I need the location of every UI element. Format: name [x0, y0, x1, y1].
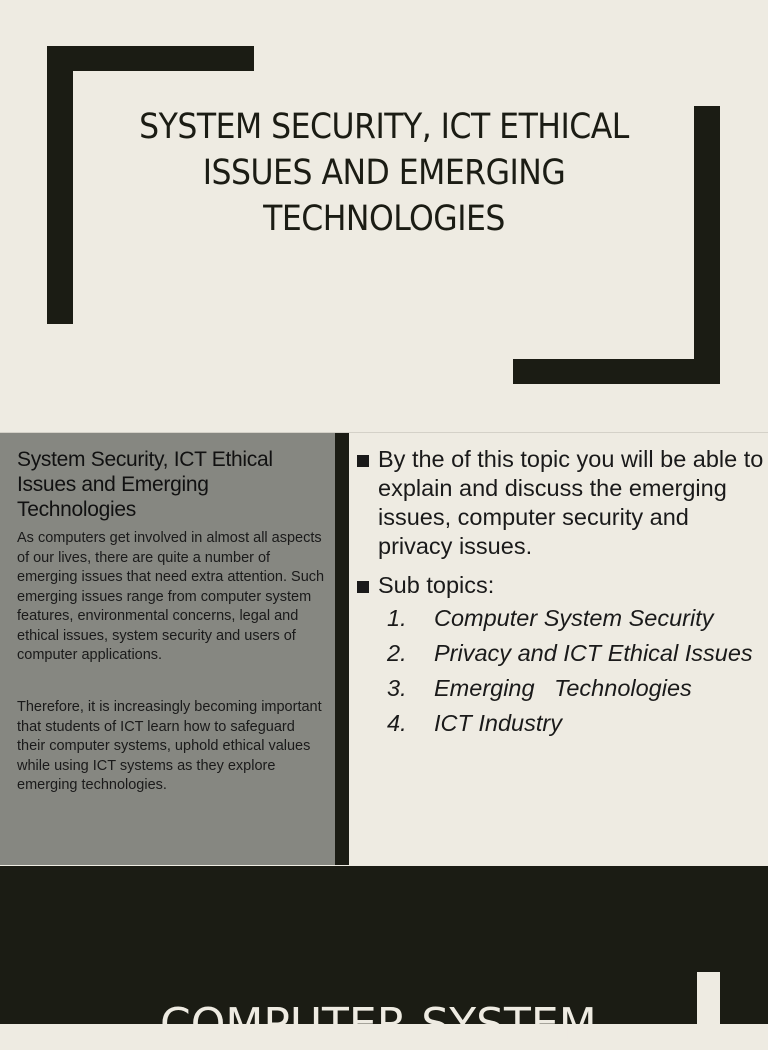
list-item-text: Privacy and ICT Ethical Issues: [434, 640, 753, 666]
list-item-number: 1.: [387, 605, 407, 631]
list-item: [354, 604, 764, 633]
list-item: [354, 709, 764, 738]
list-item: [354, 674, 764, 703]
frame-top-left-horizontal: [47, 46, 254, 71]
list-item-number: 4.: [387, 710, 407, 736]
square-bullet-icon: [357, 455, 369, 467]
bullet-subtopics: [354, 571, 764, 600]
frame-bottom-right-horizontal: [513, 359, 720, 384]
panel-divider-stripe: [335, 433, 349, 865]
bullet-subtopics-text: Sub topics:: [378, 572, 495, 598]
frame-vertical-bar: [697, 972, 720, 1032]
frame-top-left-vertical: [47, 46, 73, 324]
list-item-text: ICT Industry: [434, 710, 562, 736]
list-item-text: Emerging Technologies: [434, 675, 692, 701]
bullet-objective: [354, 445, 764, 561]
right-content: [354, 445, 764, 744]
title-slide: [0, 0, 768, 432]
slide-title: SYSTEM SECURITY, ICT ETHICAL ISSUES AND EMERGING TECHNOLOGIES: [139, 107, 629, 239]
list-item-text: Computer System Security: [434, 605, 714, 631]
left-panel-paragraph-2: Therefore, it is increasingly becoming important that students of ICT learn how to safeguard their computer systems, uphold ethical values while using ICT systems as they explore emerging technologies.: [17, 699, 322, 793]
left-panel-title: System Security, ICT Ethical Issues and Emerging Technologies: [17, 448, 273, 521]
list-item-number: 2.: [387, 640, 407, 666]
frame-bottom-right-vertical: [694, 106, 720, 384]
list-item-number: 3.: [387, 675, 407, 701]
subtopic-list: [354, 604, 764, 738]
bullet-objective-text: By the of this topic you will be able to explain and discuss the emerging issues, computer security and privacy issues.: [378, 446, 764, 559]
list-item: [354, 639, 764, 668]
section-title: COMPUTER SYSTEM: [160, 999, 597, 1050]
left-panel: [0, 433, 335, 865]
overview-slide: [0, 433, 768, 865]
section-slide: [0, 866, 768, 1050]
left-panel-paragraph-1: As computers get involved in almost all aspects of our lives, there are quite a number of emerging issues that need extra attention. Such emerging issues range from computer system features, environmental concerns, legal and ethical issues, system security and users of computer applications.: [17, 530, 325, 663]
square-bullet-icon: [357, 581, 369, 593]
